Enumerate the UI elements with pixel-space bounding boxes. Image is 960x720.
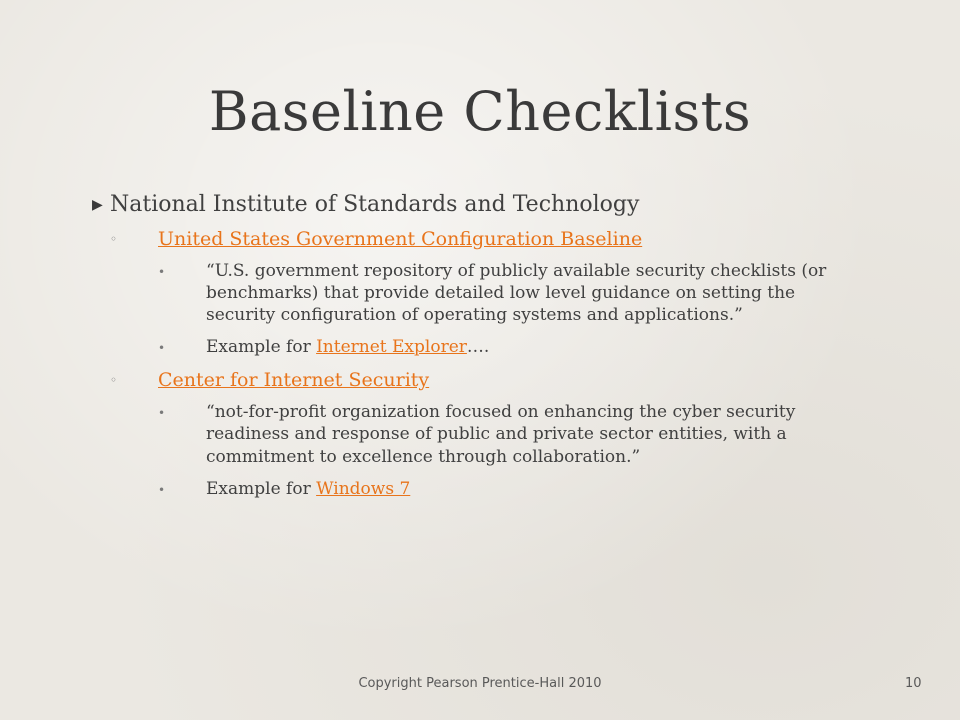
cis-example	[206, 478, 836, 500]
cis-quote: “not-for-profit organization focused on enhancing the cyber security readiness and response of public and private sector entities, with a commitment to excellence through collaboration.”	[206, 402, 796, 467]
bullet-nist	[92, 192, 872, 217]
dot-bullet-icon: •	[158, 341, 166, 356]
slide-title: Baseline Checklists	[208, 80, 752, 143]
sub-bullet-usgcb	[110, 228, 872, 250]
usgcb-example-prefix: Example for	[206, 337, 317, 358]
slide-number: 10	[905, 676, 922, 691]
cis-example-prefix: Example for	[206, 478, 317, 499]
circle-bullet-icon: ◦	[110, 232, 118, 246]
cis-link[interactable]: Center for Internet Security	[158, 369, 430, 392]
cis-example-item	[158, 478, 872, 500]
dot-bullet-icon: •	[158, 406, 166, 421]
bullet-nist-text: National Institute of Standards and Technology	[110, 192, 640, 217]
sub-bullet-cis	[110, 369, 872, 391]
cis-quote-item	[158, 401, 872, 467]
dot-bullet-icon: •	[158, 265, 166, 279]
slide-content	[92, 192, 872, 500]
dot-bullet-icon: •	[158, 482, 166, 497]
windows-7-link[interactable]: Windows 7	[316, 478, 411, 499]
footer-copyright: Copyright Pearson Prentice-Hall 2010	[358, 676, 602, 691]
usgcb-quote: “U.S. government repository of publicly available security checklists (or benchmarks) that provide detailed low level guidance on setting the security configuration of operating systems and applications.”	[206, 261, 827, 326]
usgcb-link[interactable]: United States Government Configuration Baseline	[158, 228, 643, 250]
usgcb-quote-item	[158, 260, 872, 326]
circle-bullet-icon: ◦	[110, 373, 118, 388]
usgcb-example	[206, 336, 836, 358]
internet-explorer-link[interactable]: Internet Explorer	[316, 337, 467, 358]
usgcb-example-item	[158, 336, 872, 358]
usgcb-example-suffix: ….	[466, 337, 490, 358]
triangle-bullet-icon: ▶	[92, 197, 103, 213]
